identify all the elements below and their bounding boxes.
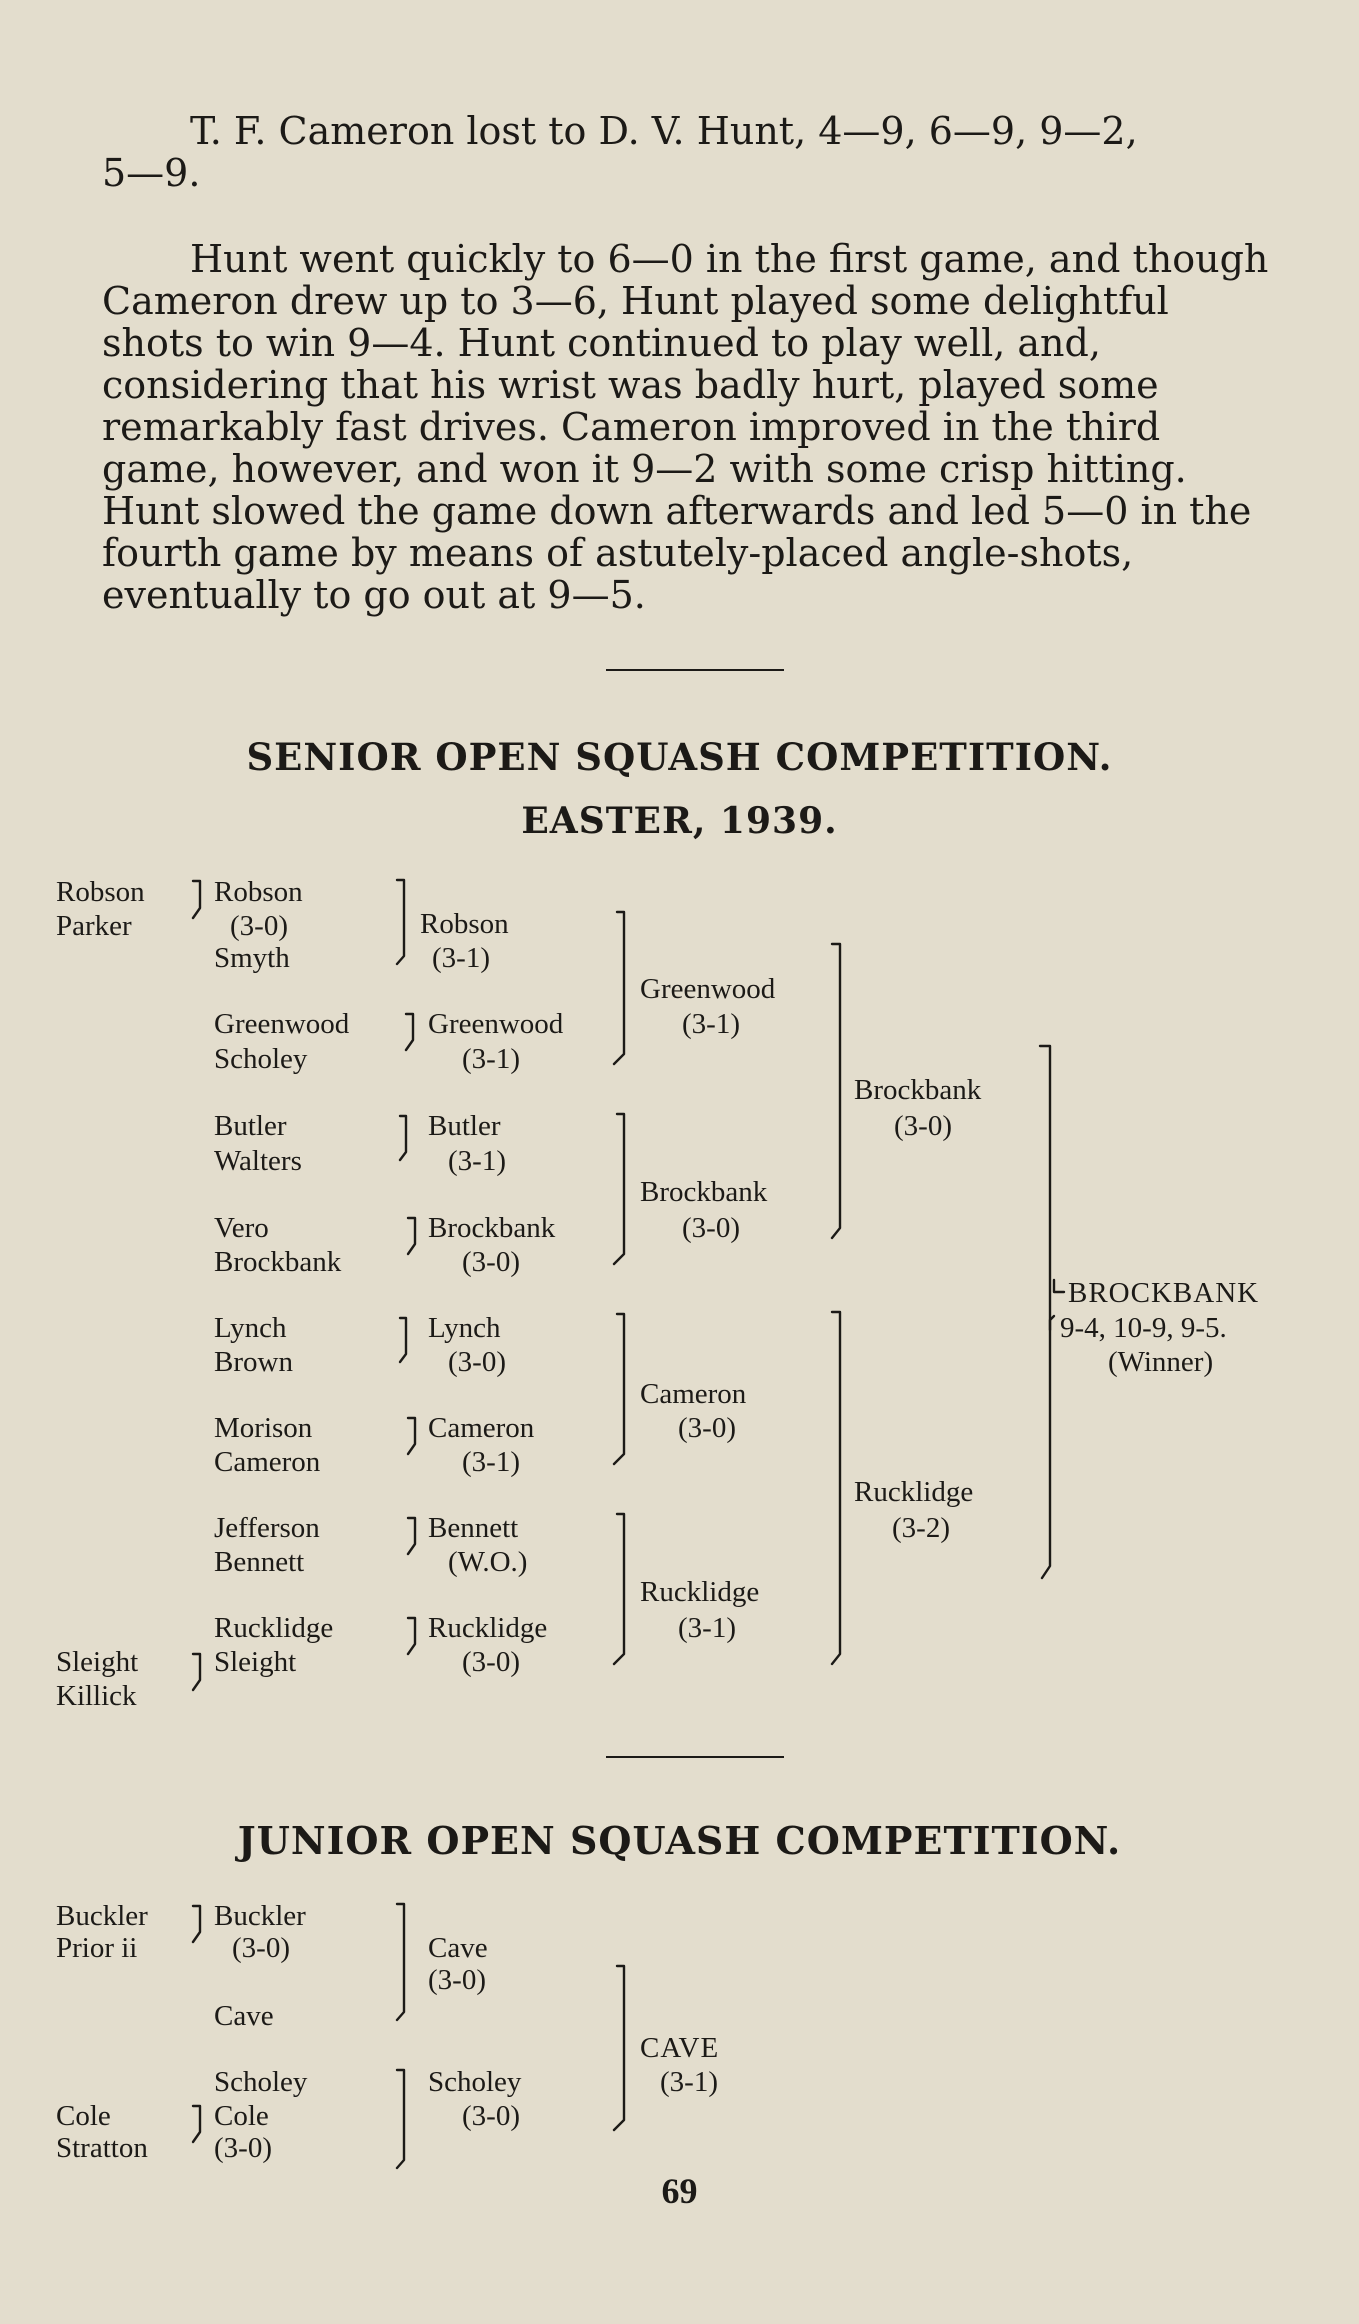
bracket-entry: Butler [214,1110,287,1142]
bracket-score: (W.O.) [448,1546,528,1578]
bracket-entry: Brockbank [640,1176,768,1208]
senior-champion: BROCKBANK [1068,1277,1260,1309]
bracket-entry: Stratton [56,2132,148,2164]
report-paragraph-line: remarkably fast drives. Cameron improved in the third [102,405,1161,449]
bracket-entry: Robson [420,908,509,940]
bracket-brace [614,1114,624,1264]
bracket-entry: Brockbank [854,1074,982,1106]
bracket-entry: Cave [428,1932,488,1964]
bracket-entry: Scholey [214,2066,308,2098]
bracket-brace [614,1514,624,1664]
junior-final-score: (3-1) [660,2066,718,2098]
bracket-brace [1054,1280,1064,1292]
bracket-entry: Prior ii [56,1932,138,1964]
bracket-entry: Greenwood [640,973,776,1005]
bracket-brace [193,881,200,918]
bracket-brace [397,1904,404,2020]
bracket-score: (3-0) [894,1110,952,1142]
bracket-brace [832,944,840,1238]
senior-winner-label: (Winner) [1108,1346,1214,1378]
senior-final-scores: 9-4, 10-9, 9-5. [1060,1312,1227,1344]
bracket-entry: Brockbank [428,1212,556,1244]
bracket-entry: Morison [214,1412,313,1444]
report-paragraph-line: Hunt slowed the game down afterwards and led 5—0 in the [102,489,1252,533]
bracket-score: (3-0) [214,2132,272,2164]
bracket-brace [1050,1316,1054,1330]
bracket-entry: Rucklidge [854,1476,974,1508]
bracket-entry: Scholey [428,2066,522,2098]
bracket-score: (3-0) [682,1212,740,1244]
bracket-score: (3-0) [462,1646,520,1678]
bracket-entry: Parker [56,910,132,942]
bracket-entry: Robson [214,876,303,908]
report-paragraph-line: fourth game by means of astutely-placed angle-shots, [102,531,1134,575]
bracket-brace [832,1312,840,1664]
report-paragraph-line: game, however, and won it 9—2 with some crisp hitting. [102,447,1187,491]
bracket-entry: Lynch [214,1312,287,1344]
bracket-brace [400,1116,406,1160]
bracket-entry: Cameron [640,1378,747,1410]
bracket-score: (3-1) [682,1008,740,1040]
report-paragraph-line: Hunt went quickly to 6—0 in the first game, and though [190,237,1269,281]
bracket-brace [400,1318,406,1362]
bracket-brace [614,1966,624,2130]
report-line-2: 5—9. [102,151,201,195]
bracket-score: (3-0) [448,1346,506,1378]
bracket-entry: Sleight [214,1646,297,1678]
report-paragraph-line: Cameron drew up to 3—6, Hunt played some delightful [102,279,1169,323]
bracket-brace [397,880,404,964]
bracket-entry: Cave [214,2000,274,2032]
bracket-entry: Lynch [428,1312,501,1344]
bracket-entry: Smyth [214,942,290,974]
junior-title: JUNIOR OPEN SQUASH COMPETITION. [237,1818,1122,1863]
bracket-entry: Jefferson [214,1512,320,1544]
report-paragraph-line: eventually to go out at 9—5. [102,573,646,617]
junior-champion: CAVE [640,2032,720,2064]
bracket-score: (3-1) [462,1043,520,1075]
bracket-brace [193,2106,200,2142]
bracket-brace [614,1314,624,1464]
bracket-entry: Sleight [56,1646,139,1678]
bracket-entry: Robson [56,876,145,908]
bracket-score: (3-0) [230,910,288,942]
bracket-brace [614,912,624,1064]
bracket-entry: Buckler [214,1900,306,1932]
bracket-entry: Greenwood [428,1008,564,1040]
bracket-entry: Rucklidge [214,1612,334,1644]
bracket-brace [408,1418,415,1454]
bracket-score: (3-1) [448,1145,506,1177]
bracket-entry: Bennett [214,1546,305,1578]
report-paragraph-line: shots to win 9—4. Hunt continued to play well, and, [102,321,1101,365]
senior-subtitle: EASTER, 1939. [521,800,838,842]
bracket-entry: Cameron [428,1412,535,1444]
bracket-score: (3-0) [462,2100,520,2132]
bracket-score: (3-0) [232,1932,290,1964]
bracket-entry: Cameron [214,1446,321,1478]
report-paragraph-line: considering that his wrist was badly hurt, played some [102,363,1159,407]
bracket-entry: Cole [214,2100,269,2132]
bracket-brace [193,1654,200,1690]
bracket-brace [408,1218,415,1254]
bracket-entry: Brockbank [214,1246,342,1278]
bracket-entry: Buckler [56,1900,148,1932]
bracket-entry: Brown [214,1346,293,1378]
bracket-score: (3-1) [678,1612,736,1644]
bracket-score: (3-2) [892,1512,950,1544]
bracket-entry: Rucklidge [428,1612,548,1644]
bracket-entry: Greenwood [214,1008,350,1040]
bracket-brace [193,1906,200,1942]
bracket-score: (3-0) [462,1246,520,1278]
bracket-entry: Killick [56,1680,137,1712]
bracket-brace [1040,1046,1050,1578]
bracket-entry: Walters [214,1145,302,1177]
bracket-entry: Scholey [214,1043,308,1075]
bracket-brace [408,1618,415,1654]
bracket-score: (3-0) [428,1964,486,1996]
bracket-brace [397,2070,404,2168]
senior-title: SENIOR OPEN SQUASH COMPETITION. [246,735,1113,779]
bracket-score: (3-0) [678,1412,736,1444]
bracket-entry: Vero [214,1212,269,1244]
bracket-score: (3-1) [432,942,490,974]
bracket-brace [408,1518,415,1554]
bracket-entry: Butler [428,1110,501,1142]
bracket-brace [406,1014,413,1050]
bracket-entry: Rucklidge [640,1576,760,1608]
bracket-entry: Cole [56,2100,111,2132]
bracket-entry: Bennett [428,1512,519,1544]
bracket-score: (3-1) [462,1446,520,1478]
report-line-1: T. F. Cameron lost to D. V. Hunt, 4—9, 6—9, 9—2, [190,109,1138,153]
page-number: 69 [661,2171,698,2211]
